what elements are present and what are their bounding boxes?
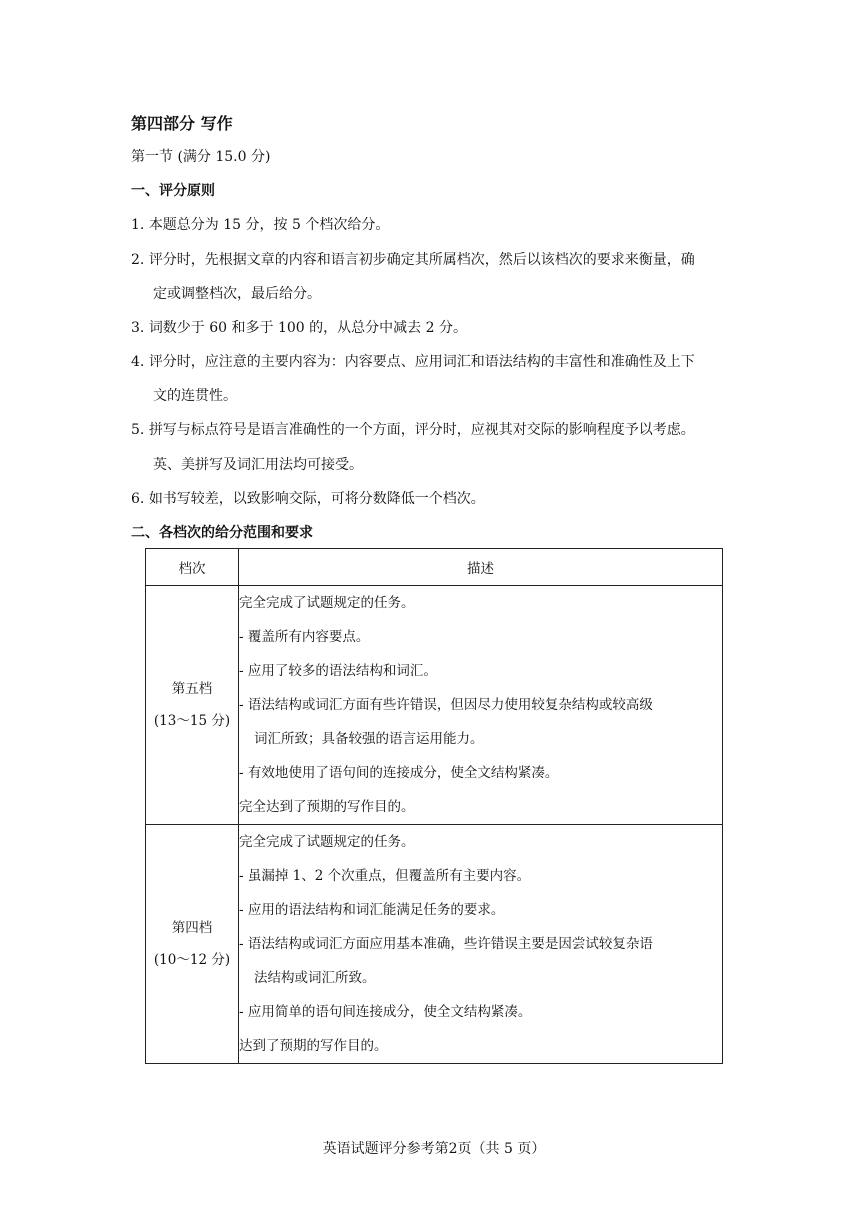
item-text-continued: 英、美拼写及词汇用法均可接受。 <box>153 457 363 473</box>
grades-title: 二、各档次的给分范围和要求 <box>131 525 313 541</box>
description-line: 法结构或词汇所致。 <box>254 970 376 986</box>
description-line: - 覆盖所有内容要点。 <box>239 629 370 645</box>
list-item <box>131 215 389 235</box>
grading-table <box>145 548 723 1064</box>
level-name: 第四档 <box>171 920 213 936</box>
item-text: 词数少于 60 和多于 100 的，从总分中减去 2 分。 <box>148 320 467 336</box>
description-cell <box>239 825 723 1064</box>
table-row <box>146 586 723 825</box>
item-text: 评分时，应注意的主要内容为：内容要点、应用词汇和语法结构的丰富性和准确性及上下 <box>148 354 695 370</box>
item-number: 6. <box>131 491 145 507</box>
description-line: 完全完成了试题规定的任务。 <box>239 595 415 611</box>
level-cell <box>146 825 239 1064</box>
section-title: 第四部分 写作 <box>131 114 233 133</box>
level-cell <box>146 586 239 825</box>
description-cell <box>239 586 723 825</box>
list-item <box>131 352 695 372</box>
item-number: 5. <box>131 422 145 438</box>
description-line: 完全完成了试题规定的任务。 <box>239 834 415 850</box>
level-name: 第五档 <box>171 681 213 697</box>
table-row <box>146 825 723 1064</box>
description-line: - 应用的语法结构和词汇能满足任务的要求。 <box>239 902 505 918</box>
column-header-level: 档次 <box>146 549 239 586</box>
item-text: 拼写与标点符号是语言准确性的一个方面，评分时，应视其对交际的影响程度予以考虑。 <box>148 422 695 438</box>
item-text-continued: 文的连贯性。 <box>153 388 237 404</box>
level-range: (13～15 分) <box>153 713 231 729</box>
item-number: 1. <box>131 217 145 233</box>
item-number: 3. <box>131 320 145 336</box>
description-line: - 应用简单的语句间连接成分，使全文结构紧凑。 <box>239 1004 532 1020</box>
list-item <box>131 318 467 338</box>
table-header-row <box>146 549 723 586</box>
principles-title: 一、评分原则 <box>131 183 215 199</box>
item-text: 本题总分为 15 分，按 5 个档次给分。 <box>148 217 390 233</box>
level-range: (10～12 分) <box>153 952 231 968</box>
description-line: - 应用了较多的语法结构和词汇。 <box>239 663 437 679</box>
description-line: 完全达到了预期的写作目的。 <box>239 799 415 815</box>
description-line: 词汇所致；具备较强的语言运用能力。 <box>254 731 484 747</box>
item-number: 2. <box>131 252 145 268</box>
page-footer: 英语试题评分参考第2页（共 5 页） <box>322 1141 546 1157</box>
description-line: - 有效地使用了语句间的连接成分，使全文结构紧凑。 <box>239 765 559 781</box>
item-text-continued: 定或调整档次，最后给分。 <box>153 286 321 302</box>
list-item <box>131 489 485 509</box>
column-header-description: 描述 <box>239 549 723 586</box>
list-item <box>131 420 695 440</box>
description-line: - 虽漏掉 1、2 个次重点，但覆盖所有主要内容。 <box>239 868 531 884</box>
description-line: - 语法结构或词汇方面应用基本准确，些许错误主要是因尝试较复杂语 <box>239 936 653 952</box>
description-line: 达到了预期的写作目的。 <box>239 1038 388 1054</box>
list-item <box>131 250 695 270</box>
description-line: - 语法结构或词汇方面有些许错误，但因尽力使用较复杂结构或较高级 <box>239 697 653 713</box>
item-number: 4. <box>131 354 145 370</box>
item-text: 如书写较差，以致影响交际，可将分数降低一个档次。 <box>148 491 485 507</box>
item-text: 评分时，先根据文章的内容和语言初步确定其所属档次，然后以该档次的要求来衡量，确 <box>148 252 695 268</box>
subsection-title: 第一节 (满分 15.0 分) <box>131 149 271 165</box>
